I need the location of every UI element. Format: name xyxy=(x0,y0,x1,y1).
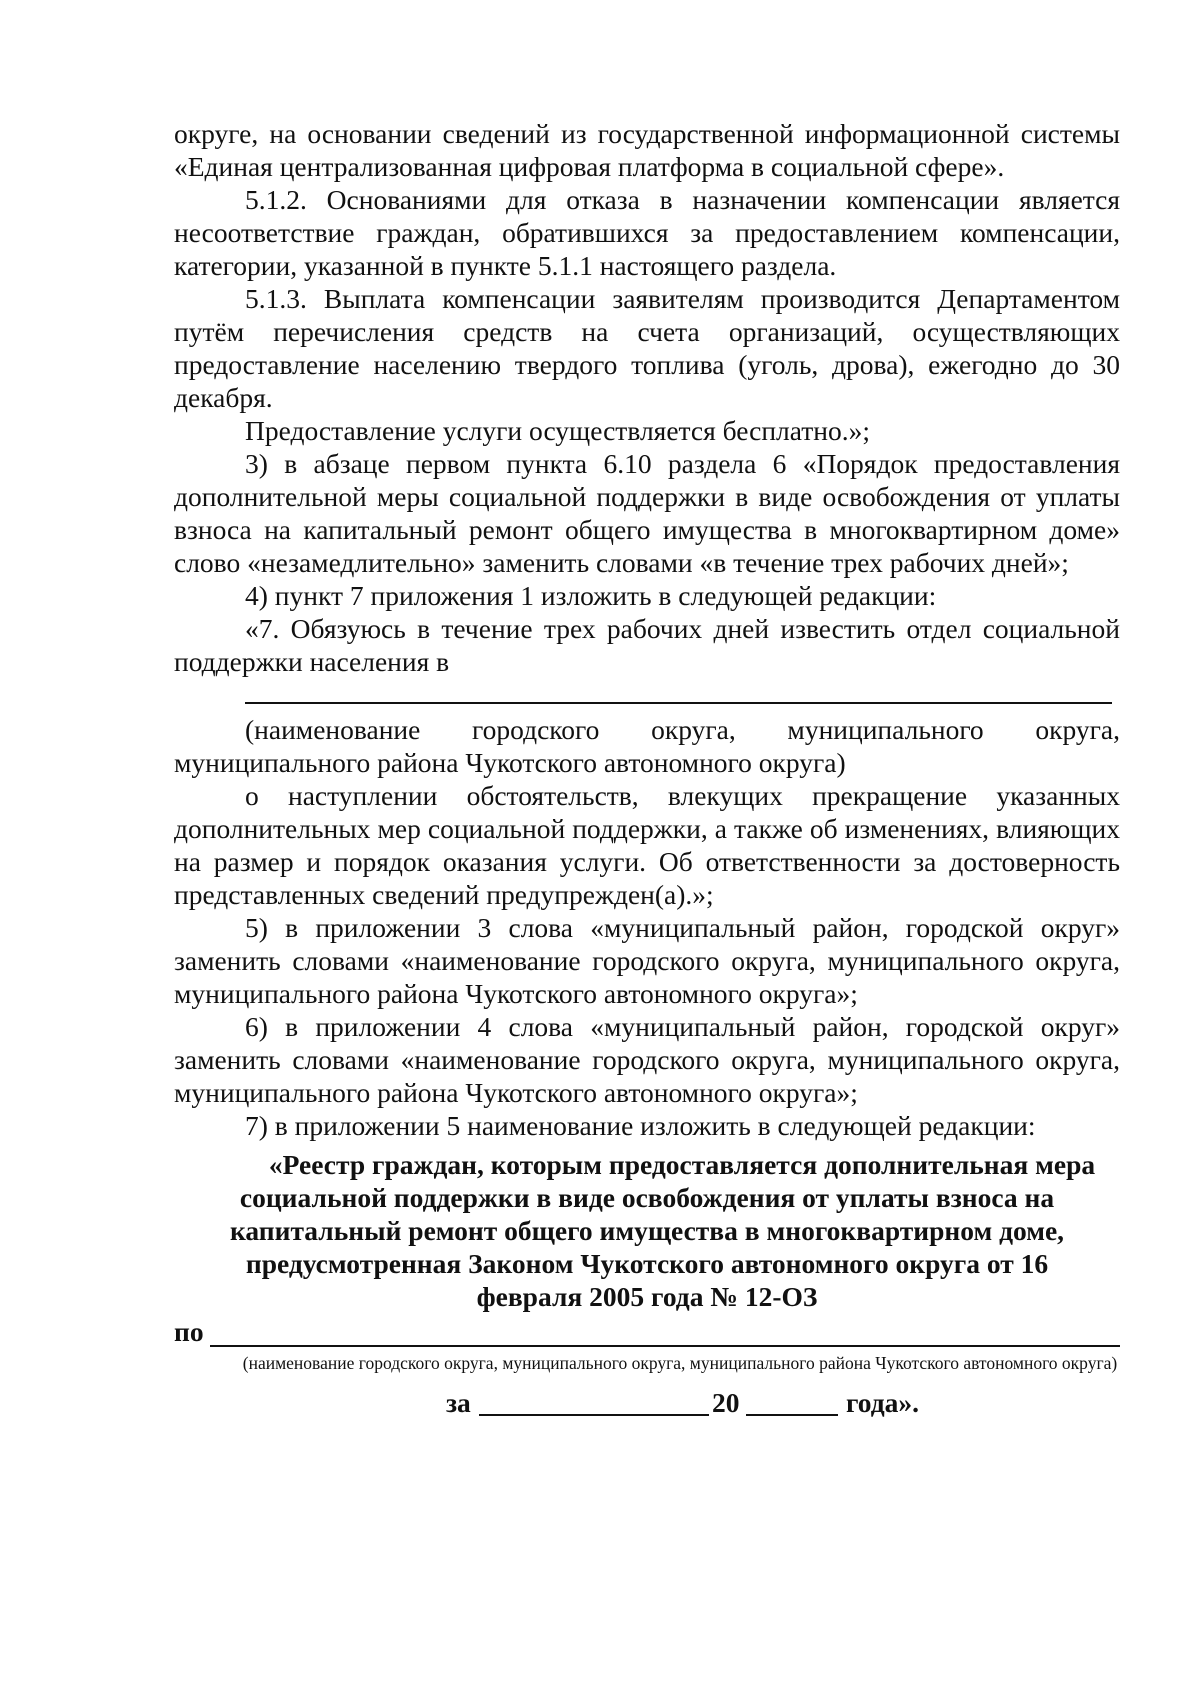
paragraph-municipality-note: (наименование городского округа, муниципального округа, муниципального района Чукотского автономного округа) xyxy=(174,714,1120,778)
paragraph-circumstances: о наступлении обстоятельств, влекущих прекращение указанных дополнительных мер социальной поддержки, а также об изменениях, влияющих на размер и порядок оказания услуги. Об ответственности за достоверность представленных сведений предупрежден(а).»; xyxy=(174,780,1120,910)
period-blank xyxy=(479,1414,709,1416)
paragraph-5-1-3: 5.1.3. Выплата компенсации заявителям производится Департаментом путём перечисления средств на счета организаций, осуществляющих предоставление населению твердого топлива (уголь, дрова), ежегодно до 30 декабря. xyxy=(174,283,1120,413)
fill-in-underline xyxy=(245,702,1112,704)
po-line xyxy=(174,1315,1120,1351)
paragraph-item-5: 5) в приложении 3 слова «муниципальный район, городской округ» заменить словами «наименование городского округа, муниципального округа, муниципального района Чукотского автономного округа»; xyxy=(174,912,1120,1009)
registry-title xyxy=(174,1148,1120,1313)
paragraph-obligation: «7. Обязуюсь в течение трех рабочих дней известить отдел социальной поддержки населения в xyxy=(174,613,1120,677)
blank-line-container xyxy=(174,678,1120,713)
year-blank xyxy=(746,1414,838,1416)
municipality-caption: (наименование городского округа, муниципального округа, муниципального района Чукотского автономного округа) xyxy=(242,1353,1118,1373)
paragraph-5-1-2: 5.1.2. Основаниями для отказа в назначении компенсации является несоответствие граждан, обратившихся за предоставлением компенсации, категории, указанной в пункте 5.1.1 настоящего раздела. xyxy=(174,184,1120,281)
paragraph-continuation: округе, на основании сведений из государственной информационной системы «Единая централизованная цифровая платформа в социальной сфере». xyxy=(174,118,1120,182)
period-line xyxy=(174,1386,1120,1420)
po-label: по xyxy=(174,1316,204,1347)
paragraph-free-service: Предоставление услуги осуществляется бесплатно.»; xyxy=(245,415,871,446)
po-underline xyxy=(210,1345,1120,1347)
paragraph-item-6: 6) в приложении 4 слова «муниципальный район, городской округ» заменить словами «наименование городского округа, муниципального округа, муниципального района Чукотского автономного округа»; xyxy=(174,1011,1120,1108)
title-line-1: «Реестр граждан, которым предоставляется дополнительная мера xyxy=(268,1149,1096,1180)
paragraph-item-4: 4) пункт 7 приложения 1 изложить в следующей редакции: xyxy=(245,580,937,611)
goda-label: года». xyxy=(846,1387,920,1418)
title-line-3: капитальный ремонт общего имущества в многоквартирном доме, xyxy=(229,1215,1065,1246)
title-line-5: февраля 2005 года № 12-ОЗ xyxy=(476,1281,818,1312)
paragraph-item-7: 7) в приложении 5 наименование изложить в следующей редакции: xyxy=(245,1110,1036,1141)
title-line-4: предусмотренная Законом Чукотского автономного округа от 16 xyxy=(245,1248,1049,1279)
document-body xyxy=(174,117,1120,1420)
za-label: за xyxy=(446,1387,471,1418)
title-line-2: социальной поддержки в виде освобождения от уплаты взноса на xyxy=(239,1182,1055,1213)
year-prefix: 20 xyxy=(712,1387,740,1418)
paragraph-item-3: 3) в абзаце первом пункта 6.10 раздела 6 «Порядок предоставления дополнительной меры социальной поддержки в виде освобождения от уплаты взноса на капитальный ремонт общего имущества в многоквартирном доме» слово «незамедлительно» заменить словами «в течение трех рабочих дней»; xyxy=(174,448,1120,578)
